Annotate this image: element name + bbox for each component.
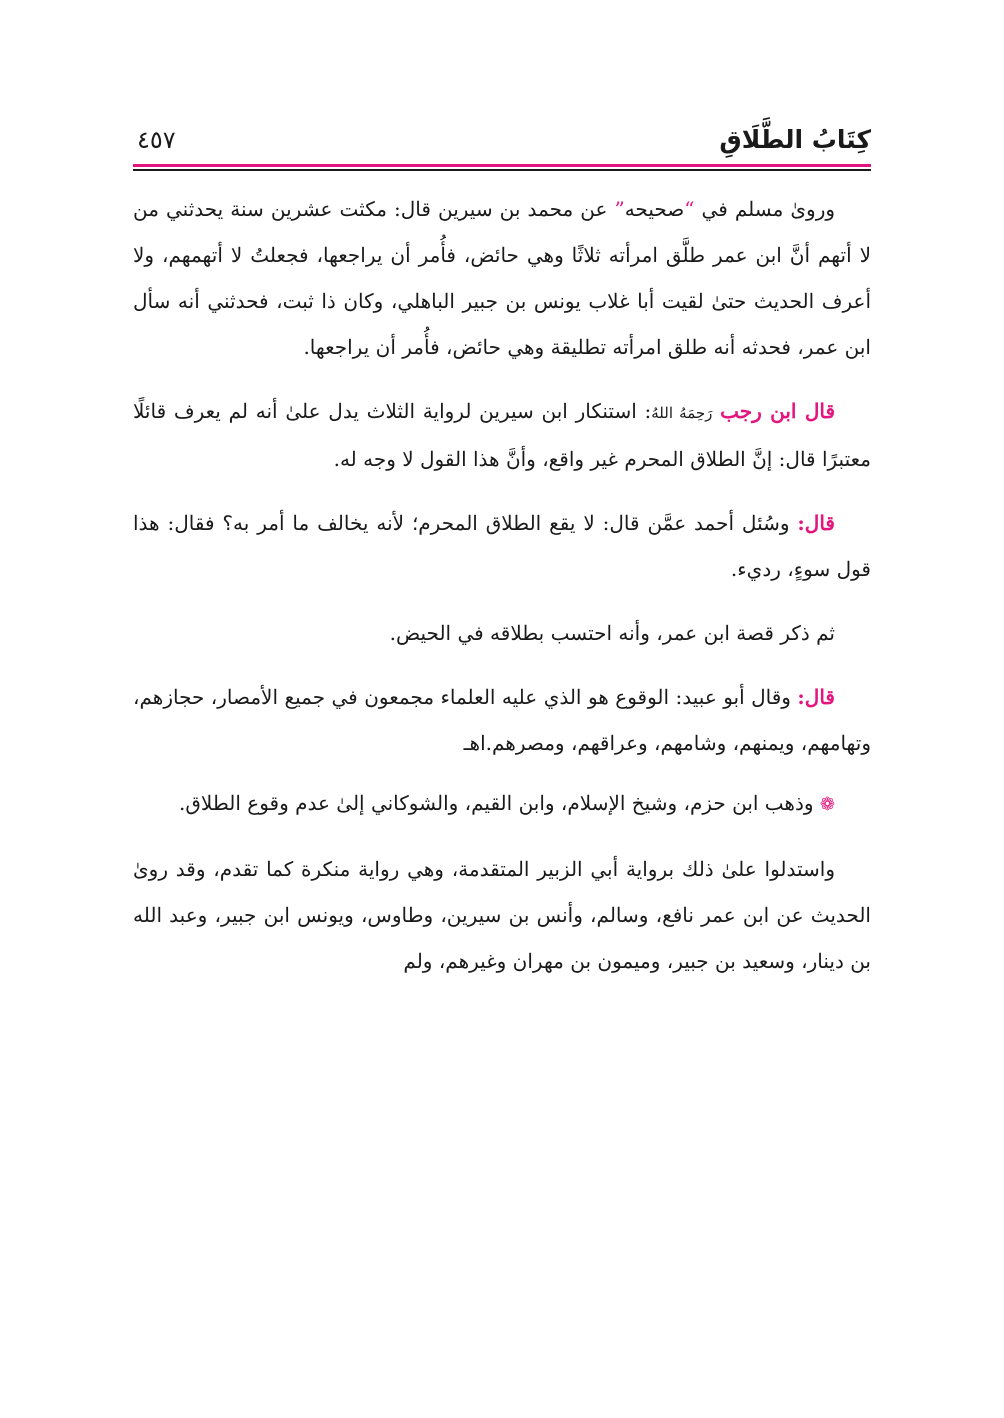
paragraph-1 <box>133 186 871 370</box>
paragraph-1-text: عن محمد بن سيرين قال: مكثت عشرين سنة يحدثني من لا أتهم أنَّ ابن عمر طلَّق امرأته ثلاثًا وهي حائض، فأُمر أن يراجعها، فجعلتُ لا أتهمهم، ولا أعرف الحديث حتىٰ لقيت أبا غلاب يونس بن جبير الباهلي، وكان ذا ثبت، فحدثني أنه سأل ابن عمر، فحدثه أنه طلق امرأته تطليقة وهي حائض، فأُمر أن يراجعها. <box>133 197 871 359</box>
paragraph-2-text: : استنكار ابن سيرين لرواية الثلاث يدل علىٰ أنه لم يعرف قائلًا معتبرًا قال: إنَّ الطلاق المحرم غير واقع، وأنَّ هذا القول لا وجه له. <box>133 399 871 471</box>
honorific-glyph: رَحِمَهُ اللهُ <box>651 404 713 422</box>
paragraph-2-lead: قال ابن رجب <box>720 399 836 423</box>
paragraph-4-text: ثم ذكر قصة ابن عمر، وأنه احتسب بطلاقه في الحيض. <box>389 621 835 645</box>
paragraph-1-prefix: ورویٰ مسلم في <box>694 197 836 221</box>
paragraph-2 <box>133 388 871 482</box>
paragraph-7 <box>133 846 871 984</box>
paragraph-4 <box>133 610 871 656</box>
paragraph-5 <box>133 674 871 766</box>
paragraph-7-text: واستدلوا علىٰ ذلك برواية أبي الزبير المتقدمة، وهي رواية منكرة كما تقدم، وقد رویٰ الحديث عن ابن عمر نافع، وسالم، وأنس بن سيرين، وطاوس، ويونس ابن جبير، وعبد الله بن دينار، وسعيد بن جبير، وميمون بن مهران وغيرهم، ولم <box>133 857 871 973</box>
header-rule <box>133 169 871 171</box>
page-header <box>133 118 871 168</box>
page-number: ٤٥٧ <box>137 126 176 154</box>
paragraph-5-lead: قال: <box>797 685 835 709</box>
source-name: صحيحه <box>624 197 685 221</box>
header-rule-accent <box>133 164 871 167</box>
body-text <box>133 186 871 984</box>
paragraph-6 <box>133 780 871 828</box>
paragraph-5-text: وقال أبو عبيد: الوقوع هو الذي عليه العلماء مجمعون في جميع الأمصار، حجازهم، وتهامهم، ويمنهم، وشامهم، وعراقهم، ومصرهم.اهـ <box>133 685 871 755</box>
paragraph-3 <box>133 500 871 592</box>
chapter-title: كِتَابُ الطَّلَاقِ <box>719 125 871 154</box>
flower-ornament-icon: ❁ <box>819 794 835 815</box>
paragraph-6-text: وذهب ابن حزم، وشيخ الإسلام، وابن القيم، والشوكاني إلىٰ عدم وقوع الطلاق. <box>179 791 820 815</box>
open-quote: “ <box>684 197 695 221</box>
close-quote: ” <box>614 197 625 221</box>
paragraph-3-text: وسُئل أحمد عمَّن قال: لا يقع الطلاق المحرم؛ لأنه يخالف ما أمر به؟ فقال: هذا قول سوءٍ، رديء. <box>133 511 871 581</box>
paragraph-3-lead: قال: <box>797 511 835 535</box>
